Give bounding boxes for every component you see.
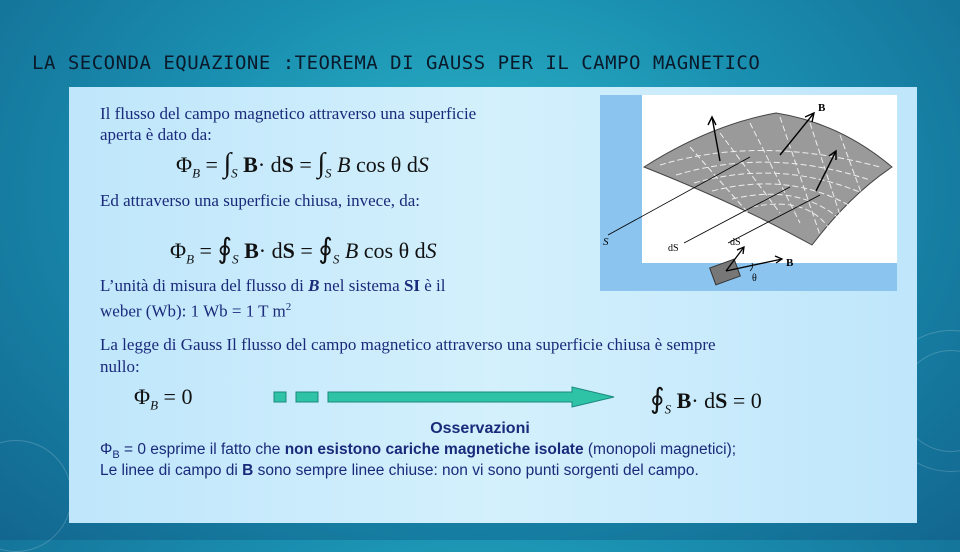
scalar-s: S (417, 152, 429, 177)
open-surface-text-2 (100, 125, 212, 145)
unit-line-part: è il (420, 276, 446, 295)
unit-line-part: L’unità di misura del flusso di (100, 276, 309, 295)
unit-text (100, 276, 446, 296)
unit-line-si: SI (403, 276, 421, 295)
observation-line-1 (100, 441, 736, 461)
equals-zero: = 0 (732, 388, 762, 413)
weber-definition: weber (Wb): 1 Wb = 1 T m (100, 301, 286, 321)
unit-line-b: B (308, 276, 320, 295)
open-surface-text (100, 104, 476, 124)
open-surface-line1: Il flusso del campo magnetico attraverso una superficie (100, 104, 477, 123)
phi-symbol: Φ (134, 384, 151, 409)
obs-text-part: = 0 esprime il fatto che (119, 441, 285, 458)
differential-d: d (704, 388, 716, 413)
flux-surface-figure (600, 95, 897, 291)
background-decoration (0, 440, 72, 552)
vector-s: S (281, 152, 294, 177)
gauss-law-line2: nullo: (100, 357, 140, 376)
scalar-b: B (344, 238, 359, 263)
obs-text-part: Le linee di campo di (100, 462, 243, 479)
label-s: S (603, 236, 609, 248)
differential-d: d (270, 152, 282, 177)
label-b-bottom: B (786, 257, 794, 269)
equivalence-arrow (272, 386, 618, 410)
phi-subscript: B (150, 397, 159, 413)
integral-subscript: S (664, 401, 672, 417)
obs-phi-subscript: B (112, 449, 120, 462)
closed-surface-line: Ed attraverso una superficie chiusa, invece, da: (100, 191, 421, 210)
obs-bold-statement: non esistono cariche magnetiche isolate (284, 441, 584, 458)
integral-symbol: ∫ (317, 148, 325, 179)
open-surface-line2: aperta è dato da: (100, 125, 212, 144)
gauss-law-text-2 (100, 357, 140, 377)
closed-integral-symbol: ∮ (217, 234, 233, 265)
vector-b: B (244, 238, 259, 263)
integral-subscript: S (231, 165, 238, 181)
equals-sign: = (205, 152, 218, 177)
phi-symbol: Φ (176, 152, 193, 177)
closed-surface-text (100, 191, 420, 211)
observations-title: Osservazioni (430, 420, 530, 437)
cosine-term: cos θ d (363, 238, 426, 263)
vector-s: S (282, 238, 295, 263)
equals-sign: = (300, 238, 313, 263)
equals-sign: = (299, 152, 312, 177)
equals-zero: = 0 (163, 384, 193, 409)
vector-s: S (715, 388, 728, 413)
unit-text-2 (100, 297, 291, 322)
obs-text-part: sono sempre linee chiuse: non vi sono punti sorgenti del campo. (253, 462, 699, 479)
differential-d: d (271, 238, 283, 263)
open-surface-flux-equation (176, 148, 429, 181)
integral-subscript: S (332, 251, 340, 267)
figure-frame-bottom (600, 263, 897, 291)
scalar-s: S (425, 238, 437, 263)
unit-line-part: nel sistema (319, 276, 404, 295)
closed-integral-symbol: ∮ (650, 384, 665, 415)
obs-bold-b: B (242, 462, 254, 479)
cosine-term: cos θ d (355, 152, 418, 177)
label-ds-right: dS (730, 237, 741, 248)
flux-surface-diagram (600, 95, 897, 291)
dot-product: · (258, 238, 267, 263)
vector-b: B (243, 152, 258, 177)
obs-text-part: (monopoli magnetici); (583, 441, 737, 458)
vector-b: B (676, 388, 692, 413)
phi-subscript: B (186, 251, 195, 267)
phi-zero-equation (134, 384, 192, 413)
gauss-law-line1: La legge di Gauss Il flusso del campo magnetico attraverso una superficie chiusa è sempre (100, 335, 716, 354)
label-ds-left: dS (668, 243, 679, 254)
equals-sign: = (199, 238, 212, 263)
label-theta: θ (752, 273, 757, 284)
phi-subscript: B (192, 165, 201, 181)
arrow-dash-2 (296, 392, 318, 402)
arrow-body (328, 387, 614, 407)
phi-symbol: Φ (170, 238, 187, 263)
weber-exponent: 2 (285, 301, 292, 313)
closed-integral-symbol: ∮ (318, 234, 333, 265)
slide-title: LA SECONDA EQUAZIONE :TEOREMA DI GAUSS PER IL CAMPO MAGNETICO (32, 52, 761, 74)
integral-subscript: S (325, 165, 332, 181)
integral-symbol: ∫ (223, 148, 232, 179)
closed-surface-flux-equation (170, 232, 437, 267)
scalar-b: B (337, 152, 351, 177)
dot-product: · (691, 388, 699, 413)
label-b-top: B (818, 102, 826, 114)
dot-product: · (257, 152, 266, 177)
integral-subscript: S (232, 251, 239, 267)
figure-frame-left (600, 95, 642, 291)
obs-phi: Φ (100, 441, 113, 458)
arrow-dash-1 (274, 392, 286, 402)
closed-integral-zero-equation (650, 382, 762, 417)
gauss-law-text (100, 335, 716, 355)
observation-line-2 (100, 462, 699, 480)
